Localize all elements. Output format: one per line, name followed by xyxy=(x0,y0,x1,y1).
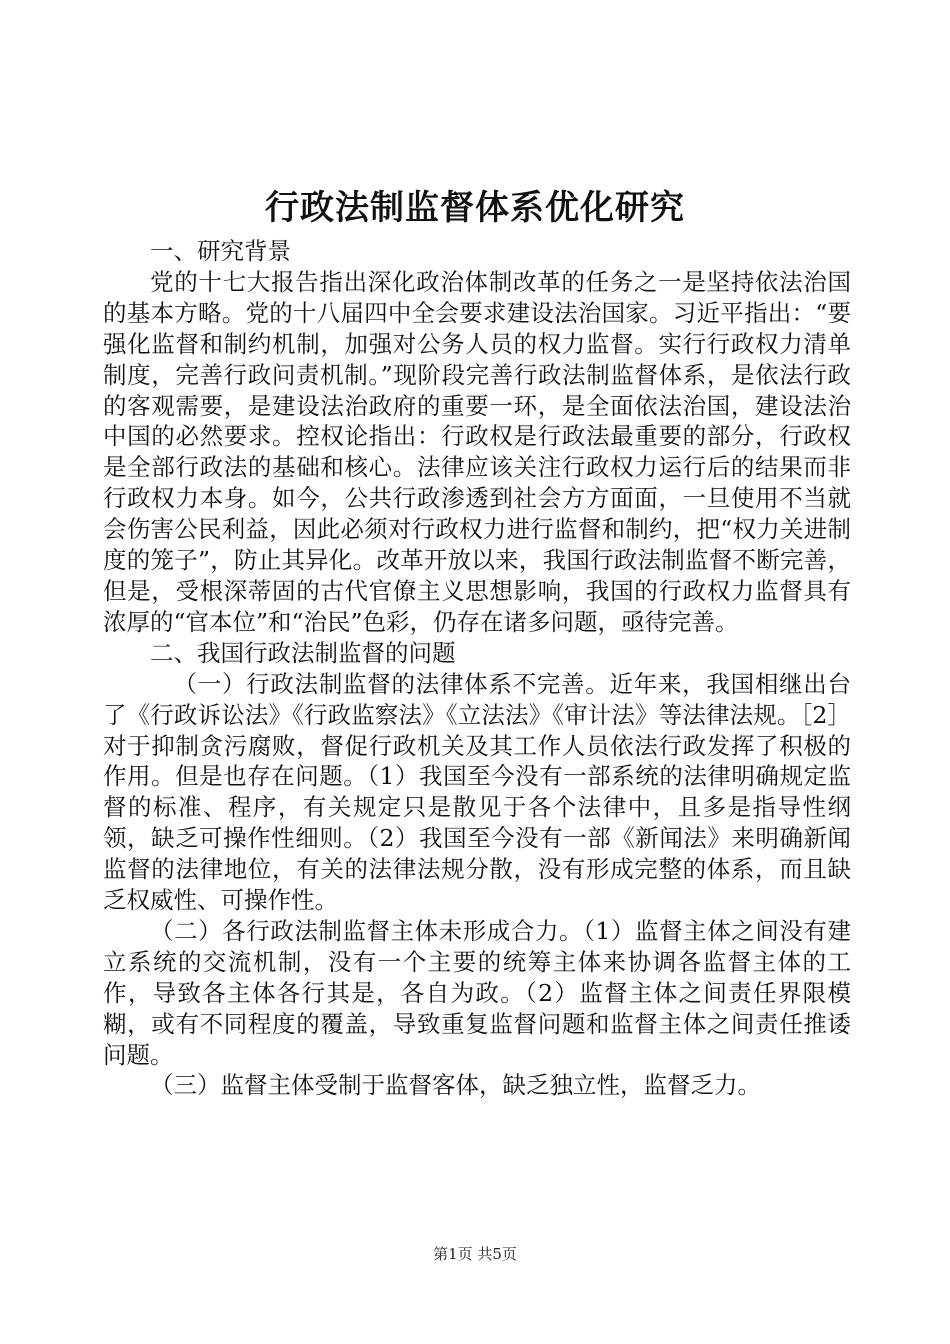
document-title: 行政法制监督体系优化研究 xyxy=(265,188,685,228)
paragraph-problem-3: （三）监督主体受制于监督客体，缺乏独立性，监督乏力。 xyxy=(150,1071,761,1100)
paragraph-background: 党的十七大报告指出深化政治体制改革的任务之一是坚持依法治国的基本方略。党的十八届四中全会要求建设法治国家。习近平指出：“要强化监督和制约机制，加强对公务人员的权力监督。实行行政权力清单制度，完善行政问责机制。”现阶段完善行政法制监督体系，是依法行政的客观需要，是建设法治政府的重要一环，是全面依法治国，建设法治中国的必然要求。控权论指出：行政权是行政法最重要的部分，行政权是全部行政法的基础和核心。法律应该关注行政权力运行后的结果而非行政权力本身。如今，公共行政渗透到社会方方面面，一旦使用不当就会伤害公民利益，因此必须对行政权力进行监督和制约，把“权力关进制度的笼子”，防止其异化。改革开放以来，我国行政法制监督不断完善，但是，受根深蒂固的古代官僚主义思想影响，我国的行政权力监督具有浓厚的“官本位”和“治民”色彩，仍存在诸多问题，亟待完善。 xyxy=(103,267,851,636)
document-body xyxy=(103,236,851,1101)
page-number: 第1页 共5页 xyxy=(433,1245,517,1263)
section-heading-problems: 二、我国行政法制监督的问题 xyxy=(150,638,456,667)
section-heading-background: 一、研究背景 xyxy=(150,237,291,265)
paragraph-problem-1: （一）行政法制监督的法律体系不完善。近年来，我国相继出台了《行政诉讼法》《行政监察法》《立法法》《审计法》等法律法规。［2］对于抑制贪污腐败，督促行政机关及其工作人员依法行政发挥了积极的作用。但是也存在问题。（1）我国至今没有一部系统的法律明确规定监督的标准、程序，有关规定只是散见于各个法律中，且多是指导性纲领，缺乏可操作性细则。（2）我国至今没有一部《新闻法》来明确新闻监督的法律地位，有关的法律法规分散，没有形成完整的体系，而且缺乏权威性、可操作性。 xyxy=(103,669,851,915)
paragraph-problem-2: （二）各行政法制监督主体未形成合力。（1）监督主体之间没有建立系统的交流机制，没有一个主要的统筹主体来协调各监督主体的工作，导致各主体各行其是，各自为政。（2）监督主体之间责任界限模糊，或有不同程度的覆盖，导致重复监督问题和监督主体之间责任推诿问题。 xyxy=(103,916,851,1069)
